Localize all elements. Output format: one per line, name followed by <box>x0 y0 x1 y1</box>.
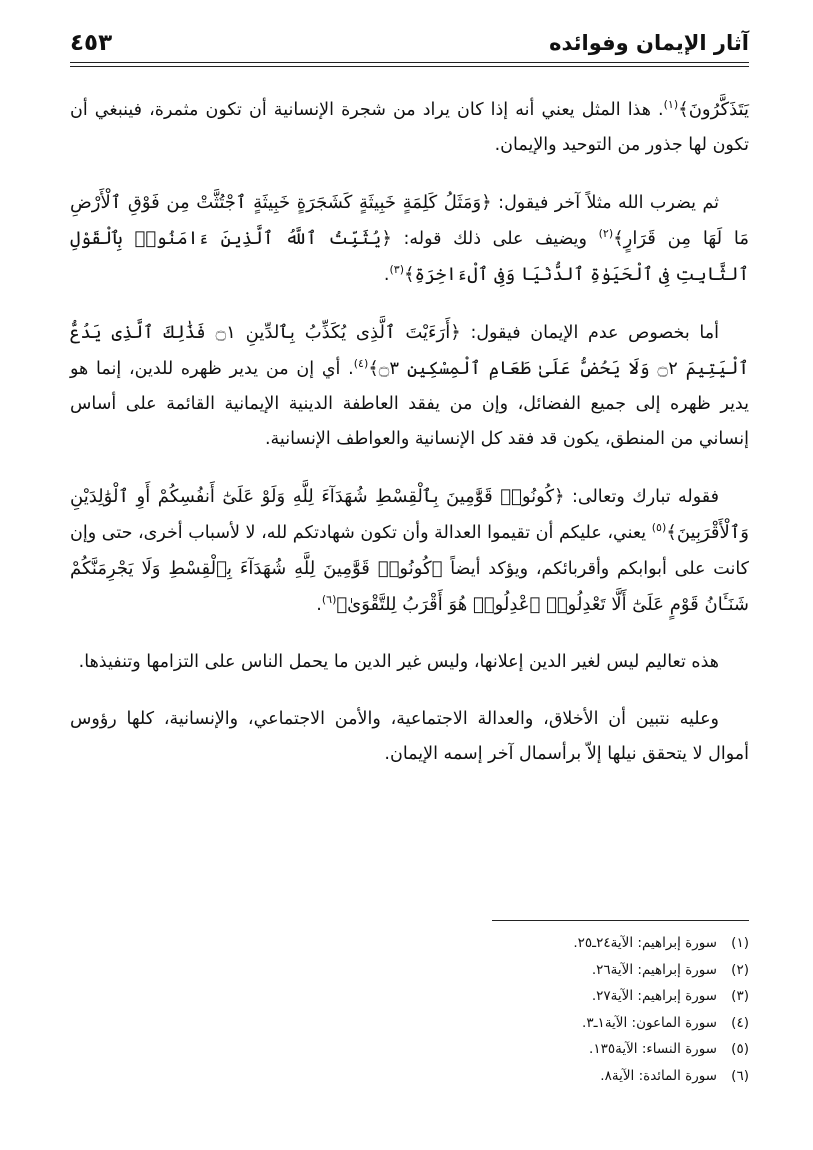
paragraph-text: ثم يضرب الله مثلاً آخر فيقول: <box>491 193 719 213</box>
footnote-number: (٥) <box>731 1041 749 1057</box>
paragraph-text: أما بخصوص عدم الإيمان فيقول: <box>460 323 719 343</box>
paragraph-text: ويضيف على ذلك قوله: <box>391 229 599 249</box>
paragraph-text: . <box>383 265 390 285</box>
footnote-text: سورة إبراهيم: الآية٢٧. <box>591 988 717 1004</box>
footnote-number: (٣) <box>731 988 749 1004</box>
footnote-text: سورة المائدة: الآية٨. <box>600 1067 717 1084</box>
footnote-number: (٦) <box>731 1067 749 1084</box>
paragraph-text: . هذا المثل يعني أنه إذا كان يراد من شجرة الإنسانية أن تكون مثمرة، فينبغي أن تكون لها جذور من التوحيد والإيمان. <box>70 100 749 155</box>
footnote <box>349 983 749 1010</box>
quran-verse: ﴿كُونُوا۟ قَوَّٰمِينَ لِلَّهِ شُهَدَآءَ بِٱلْقِسْطِ وَلَا يَجْرِمَنَّكُمْ شَنَـَٔانُ قَوْمٍ عَلَىٰٓ أَلَّا تَعْدِلُوا۟ ٱعْدِلُوا۟ هُوَ أَقْرَبُ لِلتَّقْوَىٰ﴾ <box>70 558 749 615</box>
footnote <box>349 957 749 984</box>
footnote-ref: (٦) <box>321 593 337 607</box>
paragraph <box>70 315 749 457</box>
footnote-ref: (٣) <box>389 263 404 277</box>
paragraph-text: فقوله تبارك وتعالى: <box>564 487 719 507</box>
running-header-title: آثار الإيمان وفوائده <box>549 31 749 55</box>
page-number: ٤٥٣ <box>70 30 113 56</box>
footnote-text: سورة إبراهيم: الآية٢٦. <box>591 961 717 978</box>
footnote-ref: (٤) <box>353 357 369 371</box>
paragraph <box>70 645 749 680</box>
quran-verse: ﴿وَمَثَلُ كَلِمَةٍ خَبِيثَةٍ كَشَجَرَةٍ خَبِيثَةٍ ٱجْتُثَّتْ مِن فَوْقِ ٱلْأَرْضِ مَا لَهَا مِن قَرَارٍ﴾ <box>70 192 749 249</box>
footnote-number: (٤) <box>731 1014 749 1031</box>
paragraph <box>70 185 749 293</box>
running-header <box>70 20 749 58</box>
footnote-text: سورة إبراهيم: الآية٢٤ـ٢٥. <box>573 935 717 951</box>
footnote-number: (٢) <box>731 961 749 978</box>
paragraph <box>70 479 749 623</box>
quran-verse: ﴿يُثَبِّتُ ٱللَّهُ ٱلَّذِينَ ءَامَنُوا۟ بِٱلْقَوْلِ ٱلثَّابِتِ فِى ٱلْحَيَوٰةِ ٱلدُّنْيَا وَفِى ٱلْءَاخِرَةِ﴾ <box>70 228 749 285</box>
header-rule-thin <box>70 66 749 67</box>
footnote-text: سورة الماعون: الآية١ـ٣. <box>582 1014 717 1031</box>
footnote <box>349 930 749 957</box>
paragraph-text: . أي إن من يدير ظهره للدين، إنما هو يدير ظهره إلى جميع الفضائل، وإن من يفقد العاطفة الدينية الإيمانية القائمة على أساس إنساني من المنطق، يكون قد فقد كل الإنسانية والعواطف الإنسانية. <box>70 359 749 449</box>
footnote-ref: (١) <box>663 98 679 112</box>
footnote <box>349 1036 749 1063</box>
paragraph-text: هذه تعاليم ليس لغير الدين إعلانها، وليس غير الدين ما يحمل الناس على التزامها وتنفيذها. <box>78 652 719 672</box>
footnote-ref: (٢) <box>598 227 614 241</box>
paragraph-text: يعني، عليكم أن تقيموا العدالة وأن تكون شهادتكم لله، لا لأسباب أخرى، حتى وإن كانت على أبوابكم وأقربائكم، ويؤكد أيضاً <box>70 523 749 579</box>
paragraph-text: وعليه نتبين أن الأخلاق، والعدالة الاجتماعية، والأمن الاجتماعي، والإنسانية، كلها رؤوس أموال لا يتحقق نيلها إلاّ برأسمال آخر إسمه الإيمان. <box>70 709 749 764</box>
footnote-number: (١) <box>731 935 749 951</box>
footnote-ref: (٥) <box>651 521 667 535</box>
paragraph <box>70 92 749 163</box>
footnote <box>349 1063 749 1090</box>
main-text <box>70 92 749 794</box>
quran-verse: يَتَذَكَّرُونَ﴾ <box>678 99 749 120</box>
footnotes-list <box>349 930 749 1089</box>
header-rule <box>70 62 749 63</box>
paragraph-text: . <box>316 595 322 615</box>
footnote-text: سورة النساء: الآية١٣٥. <box>589 1041 717 1057</box>
quran-verse: ﴿أَرَءَيْتَ ٱلَّذِى يُكَذِّبُ بِٱلدِّينِ ۝١ فَذَٰلِكَ ٱلَّذِى يَدُعُّ ٱلْيَتِيمَ ۝٢ وَلَا يَحُضُّ عَلَىٰ طَعَامِ ٱلْمِسْكِينِ ۝٣﴾ <box>70 322 749 379</box>
footnote <box>349 1010 749 1037</box>
footnote-separator <box>492 920 749 921</box>
paragraph <box>70 702 749 772</box>
quran-verse: ﴿كُونُوا۟ قَوَّٰمِينَ بِٱلْقِسْطِ شُهَدَآءَ لِلَّهِ وَلَوْ عَلَىٰٓ أَنفُسِكُمْ أَوِ ٱلْوَٰلِدَيْنِ وَٱلْأَقْرَبِينَ﴾ <box>70 486 749 543</box>
